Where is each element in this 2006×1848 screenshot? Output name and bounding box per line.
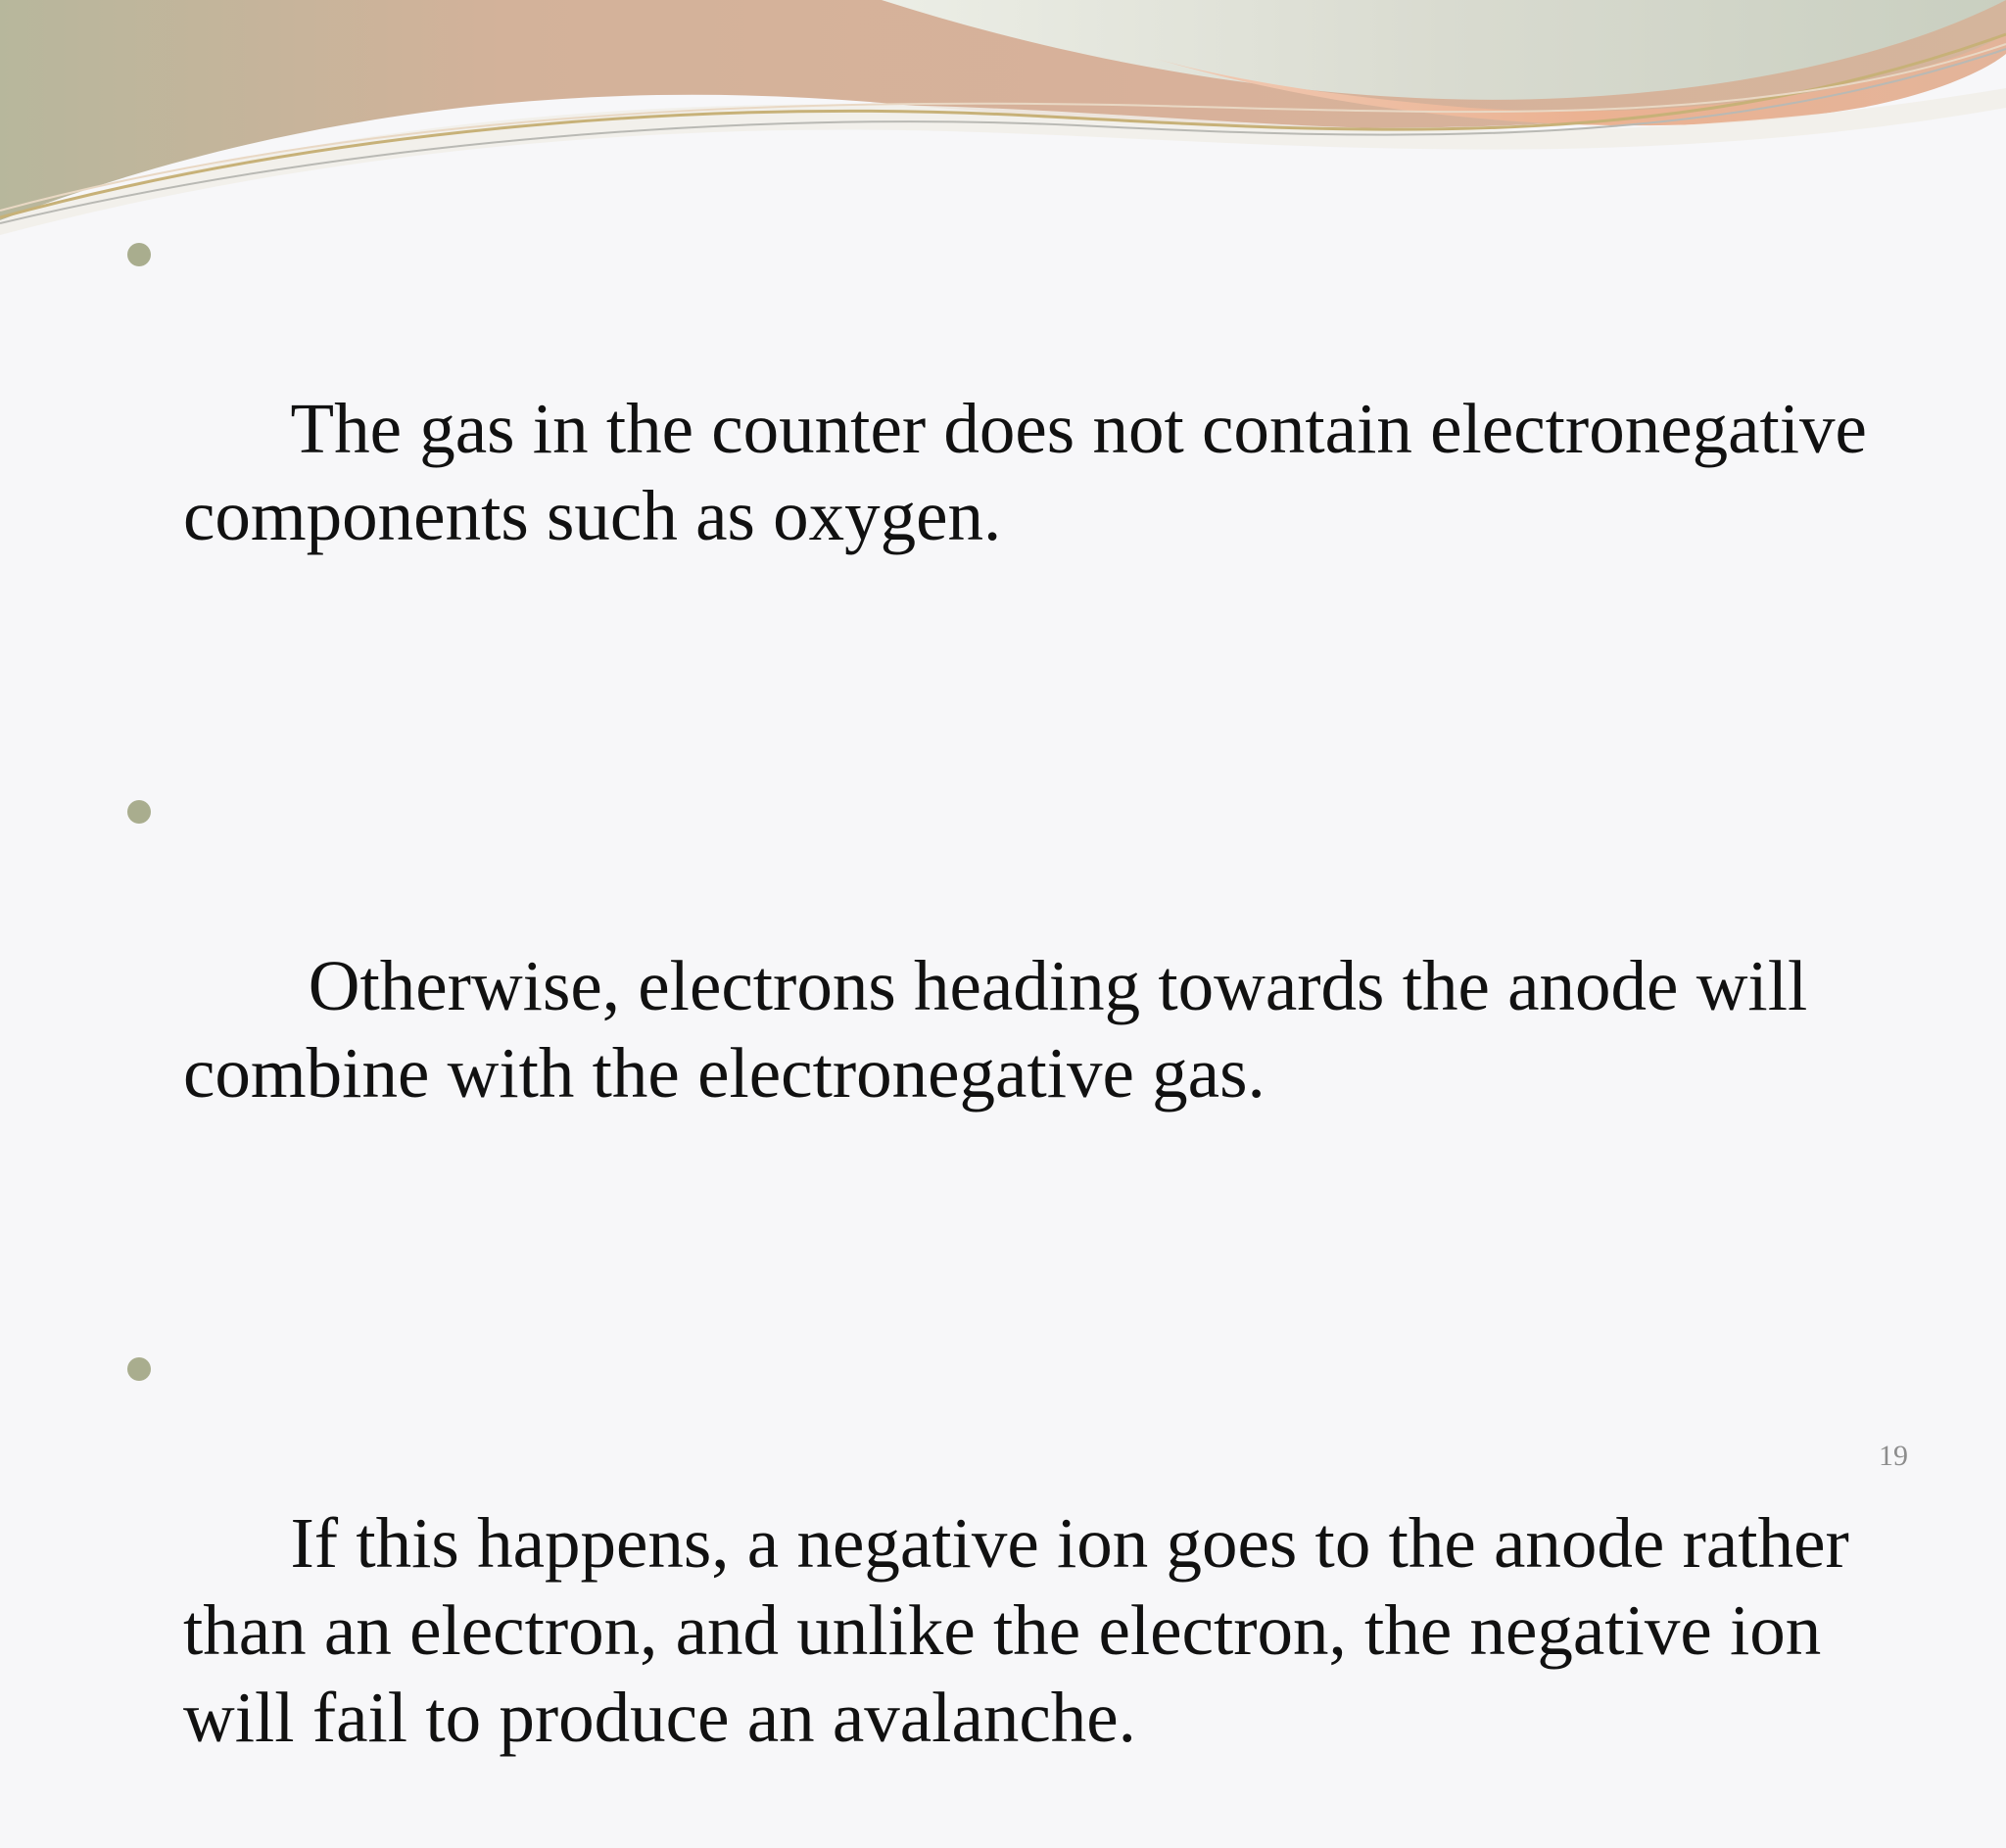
page-number: 19: [1879, 1440, 1908, 1472]
bullet-text: If this happens, a negative ion goes to the anode rather than an electron, and unlike the electron, the negative ion will fail to produce an avalanche.: [183, 1503, 1868, 1757]
bullet-list: [127, 211, 1910, 1848]
bullet-item: [127, 768, 1910, 1204]
bullet-item: [127, 1325, 1910, 1848]
bullet-text: Otherwise, electrons heading towards the anode will combine with the electronegative gas.: [183, 946, 1826, 1113]
bullet-marker-icon: [127, 243, 151, 266]
bullet-marker-icon: [127, 1357, 151, 1381]
bullet-marker-icon: [127, 800, 151, 824]
bullet-item: [127, 211, 1910, 646]
bullet-text: The gas in the counter does not contain electronegative components such as oxygen.: [183, 389, 1886, 555]
header-swoosh-decoration: [0, 0, 2006, 235]
